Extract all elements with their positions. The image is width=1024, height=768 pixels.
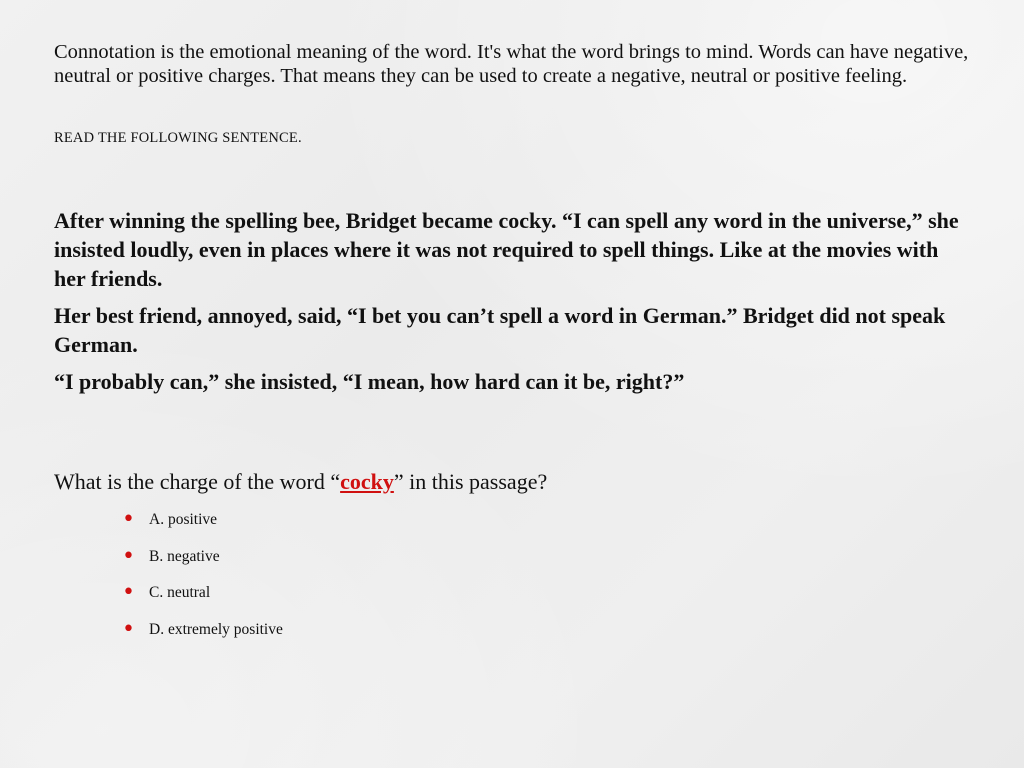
passage-paragraph-2: Her best friend, annoyed, said, “I bet you can’t spell a word in German.” Bridget did not speak German.	[54, 303, 946, 357]
answer-options	[122, 508, 283, 654]
option-b[interactable]	[122, 545, 283, 582]
passage-paragraph-1: After winning the spelling bee, Bridget became cocky. “I can spell any word in the universe,” she insisted loudly, even in places where it was not required to spell things. Like at the movies with her friends.	[54, 208, 959, 291]
question-prefix: What is the charge of the word “	[54, 469, 341, 494]
option-c[interactable]	[122, 581, 283, 618]
question-keyword: cocky	[340, 469, 394, 494]
bullet-icon: •	[122, 507, 135, 532]
passage-paragraph-3: “I probably can,” she insisted, “I mean, how hard can it be, right?”	[54, 369, 685, 394]
option-label: A. positive	[149, 511, 218, 528]
passage	[54, 206, 974, 404]
option-d[interactable]	[122, 618, 283, 655]
bullet-icon: •	[122, 580, 135, 605]
option-label: C. neutral	[149, 584, 211, 601]
question	[54, 467, 547, 496]
option-label: B. negative	[149, 547, 220, 565]
option-a[interactable]	[122, 508, 283, 545]
question-suffix: ” in this passage?	[393, 469, 548, 494]
bullet-icon: •	[122, 543, 135, 569]
bullet-icon: •	[122, 616, 135, 642]
intro-paragraph: Connotation is the emotional meaning of the word. It's what the word brings to mind. Words can have negative, neutral or positive charges. That means they can be used to create a negative, neutral or positive feeling.	[54, 41, 969, 87]
instruction-heading: READ THE FOLLOWING SENTENCE.	[54, 130, 302, 146]
option-label: D. extremely positive	[149, 620, 283, 638]
